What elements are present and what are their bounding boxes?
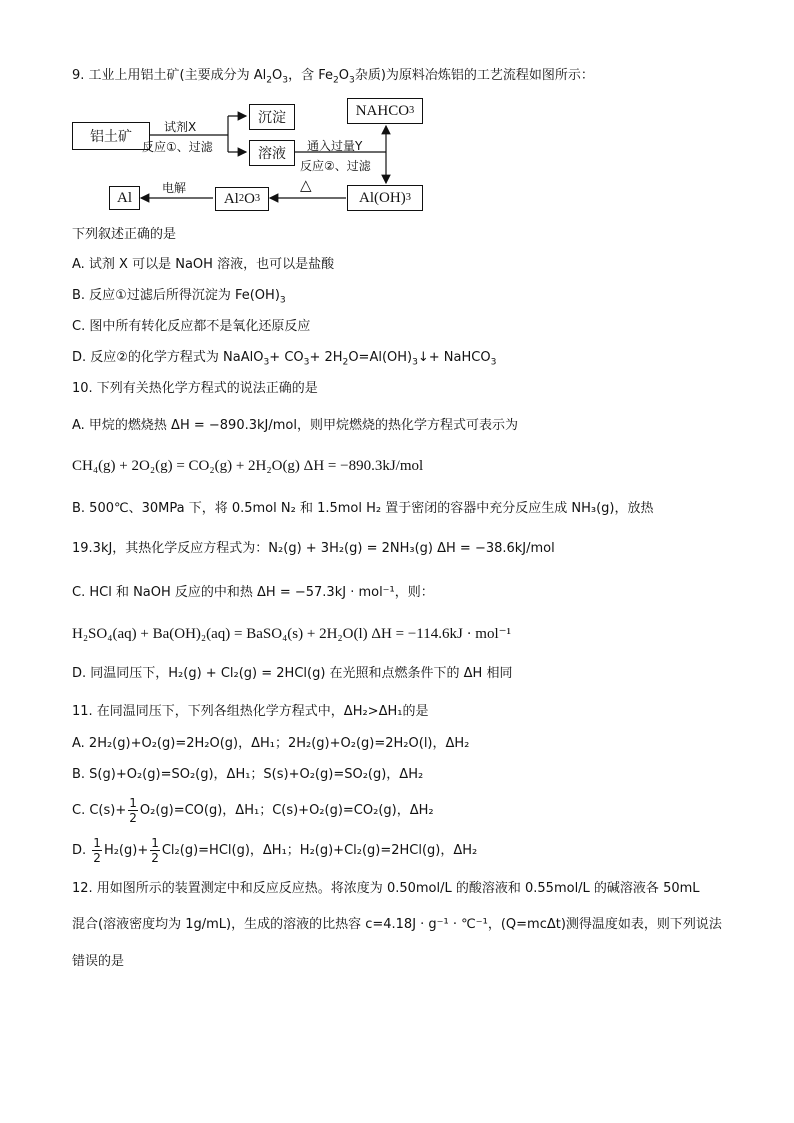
q9-option-d: D. 反应②的化学方程式为 NaAlO$_3$+ $CO_3+$ $2H_2O=Al(OH)_3↓+$ NaHCO$_3$	[72, 350, 497, 368]
reaction2-label: 反应②、过滤	[300, 159, 371, 173]
q10-option-a-equation: CH₄(g) + 2O₂(g) = CO₂(g) + 2H₂O(g) ΔH = −890.3kJ/mol	[72, 458, 424, 474]
fraction-half: $\frac{1}{2}$	[129, 796, 137, 825]
q11-option-d: D. $\frac{1}{2}$ H₂(g)+ $\frac{1}{2}$ Cl₂(g)=HCl(g)，ΔH₁；H₂(g)+Cl₂(g)=2HCl(g)，ΔH₂	[72, 836, 478, 865]
fraction-half: $\frac{1}{2}$	[93, 836, 101, 865]
q10-stem: 10. 下列有关热化学方程式的说法正确的是	[72, 381, 318, 396]
aloh3-box: Al(OH) 3	[347, 185, 423, 211]
fraction-half: $\frac{1}{2}$	[151, 836, 159, 865]
q11-option-c: C. C(s)+ $\frac{1}{2}$ O₂(g)=CO(g)，ΔH₁；C(s)+O₂(g)=CO₂(g)，ΔH₂	[72, 796, 434, 825]
q12-line2: 混合(溶液密度均为 1g/mL)，生成的溶液的比热容 c=4.18J · g⁻¹ · ℃⁻¹，(Q=mcΔt)测得温度如表，则下列说法	[72, 917, 722, 932]
solution-box: 溶液	[249, 140, 295, 166]
q11-option-b: B. S(g)+O₂(g)=SO₂(g)，ΔH₁；S(s)+O₂(g)=SO₂(g)，ΔH₂	[72, 767, 424, 782]
reaction1-label: 反应①、过滤	[142, 140, 213, 154]
pass-y-label: 通入过量Y	[307, 139, 363, 153]
q9-option-b: B. 反应①过滤后所得沉淀为 $Fe(OH)_3$	[72, 288, 286, 306]
reagent-x-label: 试剂X	[164, 120, 197, 134]
q10-option-b-line1: B. 500℃、30MPa 下，将 0.5mol N₂ 和 1.5mol H₂ 置于密闭的容器中充分反应生成 NH₃(g)，放热	[72, 501, 654, 516]
q10-option-b-line2: 19.3kJ，其热化学反应方程式为：N₂(g) + 3H₂(g) = 2NH₃(g) ΔH = −38.6kJ/mol	[72, 541, 555, 556]
q11-stem: 11. 在同温同压下，下列各组热化学方程式中，ΔH₂>ΔH₁的是	[72, 704, 429, 719]
q10-option-d: D. 同温同压下，H₂(g) + Cl₂(g) = 2HCl(g) 在光照和点燃条件下的 ΔH 相同	[72, 666, 513, 681]
q10-option-c: C. HCl 和 NaOH 反应的中和热 ΔH = −57.3kJ · mol⁻¹，则：	[72, 585, 434, 600]
precipitate-box: 沉淀	[249, 104, 295, 130]
q11-option-a: A. 2H₂(g)+O₂(g)=2H₂O(g)，ΔH₁；2H₂(g)+O₂(g)=2H₂O(l)，ΔH₂	[72, 736, 470, 751]
electrolysis-label: 电解	[162, 181, 187, 195]
q9-prompt: 下列叙述正确的是	[72, 227, 177, 242]
q12-line1: 12. 用如图所示的装置测定中和反应反应热。将浓度为 0.50mol/L 的酸溶液和 0.55mol/L 的碱溶液各 50mL	[72, 881, 700, 896]
bauxite-box: 铝土矿	[72, 122, 150, 150]
q9-stem: 9. 工业上用铝土矿(主要成分为 $Al_2O_3$，含 $Fe_2O_3$杂质)为原料冶炼铝的工艺流程如图所示：	[72, 68, 594, 86]
nahco3-box: NAHCO 3	[347, 98, 423, 124]
q9-option-a: A. 试剂 X 可以是 NaOH 溶液，也可以是盐酸	[72, 257, 335, 272]
heat-symbol: △	[300, 176, 312, 194]
al-box: Al	[109, 186, 140, 210]
q9-option-c: C. 图中所有转化反应都不是氧化还原反应	[72, 319, 311, 334]
al2o3-box: Al 2 O 3	[215, 187, 269, 211]
q10-option-a: A. 甲烷的燃烧热 ΔH = −890.3kJ/mol，则甲烷燃烧的热化学方程式可表示为	[72, 418, 518, 433]
q12-line3: 错误的是	[72, 954, 125, 969]
q10-option-c-equation: H₂SO₄(aq) + Ba(OH)₂(aq) = BaSO₄(s) + 2H₂O(l) ΔH = −114.6kJ · mol⁻¹	[72, 626, 512, 642]
